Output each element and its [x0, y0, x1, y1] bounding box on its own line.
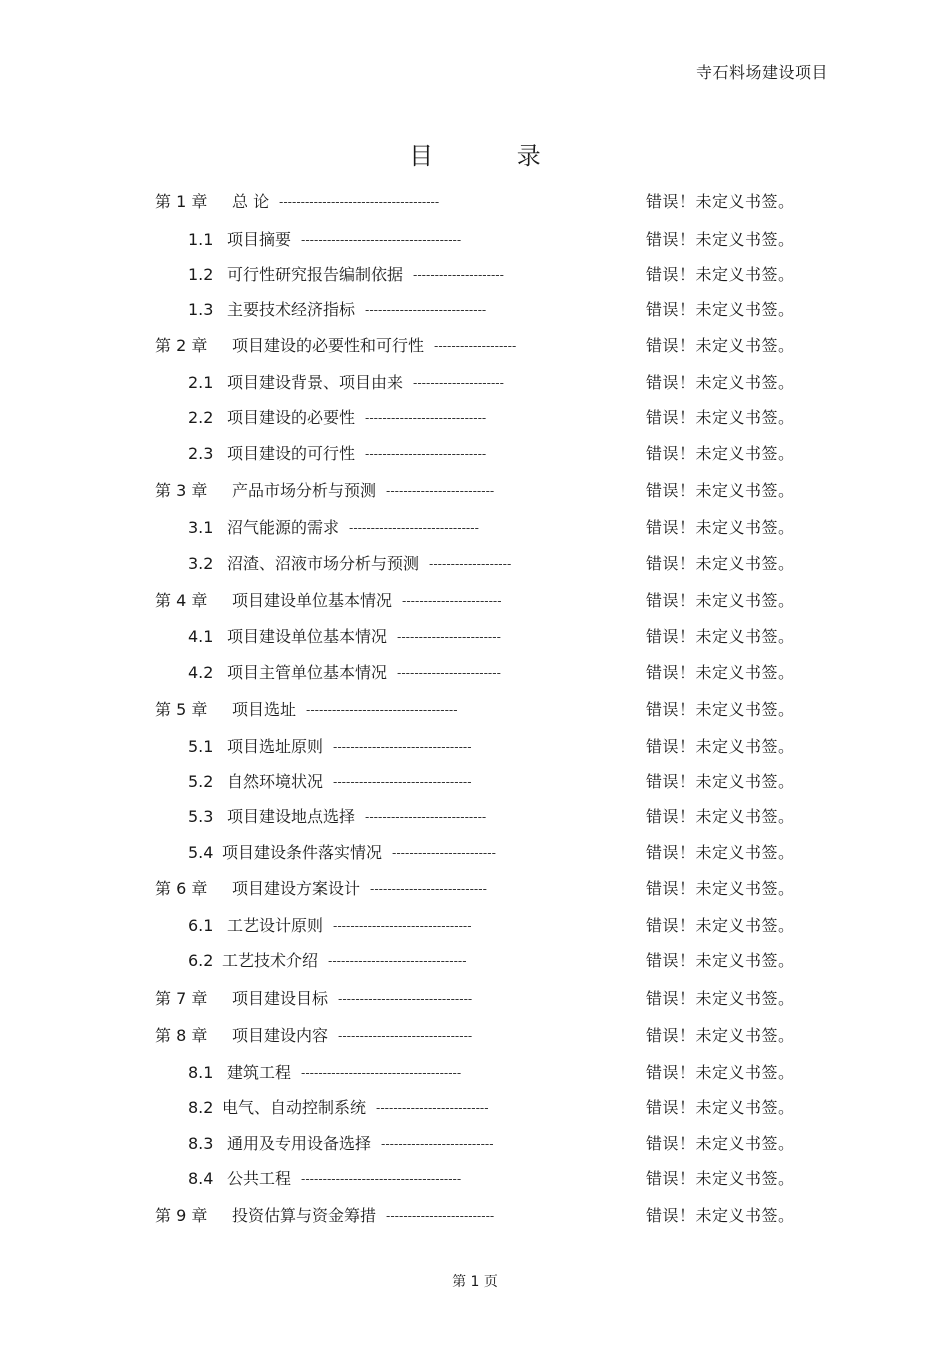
- toc-entry-number: 1.2: [188, 265, 214, 284]
- toc-entry-number: 第 3 章: [155, 481, 208, 500]
- toc-entry-number: 第 8 章: [155, 1026, 208, 1045]
- toc-entry-title: 可行性研究报告编制依据: [227, 265, 404, 284]
- toc-page-reference: 错误！未定义书签。: [646, 1134, 795, 1153]
- toc-dot-leader: --------------------------------: [333, 775, 472, 789]
- toc-page-reference: 错误！未定义书签。: [646, 951, 795, 970]
- toc-page-reference: 错误！未定义书签。: [646, 300, 795, 319]
- toc-page-reference: 错误！未定义书签。: [646, 518, 795, 537]
- toc-section-entry[interactable]: [0, 442, 950, 466]
- toc-entry-number: 第 7 章: [155, 989, 208, 1008]
- toc-dot-leader: --------------------------------: [328, 954, 467, 968]
- toc-entry-number: 第 2 章: [155, 336, 208, 355]
- toc-entry-number: 第 9 章: [155, 1206, 208, 1225]
- toc-entry-number: 6.2: [188, 951, 214, 970]
- toc-dot-leader: -----------------------: [402, 594, 502, 608]
- toc-page-reference: 错误！未定义书签。: [646, 481, 795, 500]
- toc-page-reference: 错误！未定义书签。: [646, 1169, 795, 1188]
- toc-dot-leader: --------------------------: [376, 1101, 489, 1115]
- toc-entry-number: 8.1: [188, 1063, 214, 1082]
- toc-dot-leader: ---------------------: [413, 376, 504, 390]
- document-header-title: 寺石料场建设项目: [695, 63, 828, 82]
- toc-chapter-entry[interactable]: [0, 1024, 950, 1048]
- toc-entry-number: 2.1: [188, 373, 214, 392]
- toc-page-reference: 错误！未定义书签。: [646, 444, 795, 463]
- toc-dot-leader: -------------------------------------: [301, 1066, 462, 1080]
- toc-page-reference: 错误！未定义书签。: [646, 192, 795, 211]
- toc-entry-number: 3.1: [188, 518, 214, 537]
- toc-dot-leader: ------------------------: [397, 666, 501, 680]
- toc-page-reference: 错误！未定义书签。: [646, 591, 795, 610]
- toc-entry-number: 第 1 章: [155, 192, 208, 211]
- toc-page-reference: 错误！未定义书签。: [646, 989, 795, 1008]
- toc-page-reference: 错误！未定义书签。: [646, 627, 795, 646]
- toc-entry-number: 5.3: [188, 807, 214, 826]
- toc-dot-leader: -------------------------------: [338, 992, 473, 1006]
- toc-section-entry[interactable]: [0, 735, 950, 759]
- toc-dot-leader: -------------------: [434, 339, 517, 353]
- toc-section-entry[interactable]: [0, 552, 950, 576]
- toc-page-reference: 错误！未定义书签。: [646, 373, 795, 392]
- toc-section-entry[interactable]: [0, 805, 950, 829]
- toc-page-reference: 错误！未定义书签。: [646, 916, 795, 935]
- toc-dot-leader: --------------------------: [381, 1137, 494, 1151]
- toc-section-entry[interactable]: [0, 949, 950, 973]
- toc-section-entry[interactable]: [0, 841, 950, 865]
- toc-section-entry[interactable]: [0, 228, 950, 252]
- toc-entry-title: 项目建设单位基本情况: [227, 627, 388, 646]
- toc-section-entry[interactable]: [0, 1167, 950, 1191]
- toc-section-entry[interactable]: [0, 770, 950, 794]
- toc-entry-number: 1.3: [188, 300, 214, 319]
- toc-page-reference: 错误！未定义书签。: [646, 1063, 795, 1082]
- toc-entry-title: 投资估算与资金筹措: [232, 1206, 377, 1225]
- toc-entry-title: 工艺技术介绍: [222, 951, 319, 970]
- toc-dot-leader: ----------------------------: [365, 303, 487, 317]
- toc-entry-number: 2.3: [188, 444, 214, 463]
- toc-page-reference: 错误！未定义书签。: [646, 737, 795, 756]
- toc-entry-number: 第 6 章: [155, 879, 208, 898]
- toc-dot-leader: -------------------------: [386, 1209, 495, 1223]
- toc-page-reference: 错误！未定义书签。: [646, 1098, 795, 1117]
- toc-dot-leader: ----------------------------: [365, 447, 487, 461]
- toc-entry-title: 电气、自动控制系统: [222, 1098, 367, 1117]
- toc-entry-title: 建筑工程: [227, 1063, 292, 1082]
- toc-entry-title: 通用及专用设备选择: [227, 1134, 372, 1153]
- toc-chapter-entry[interactable]: [0, 190, 950, 214]
- toc-page-reference: 错误！未定义书签。: [646, 408, 795, 427]
- toc-section-entry[interactable]: [0, 661, 950, 685]
- toc-section-entry[interactable]: [0, 406, 950, 430]
- toc-dot-leader: -------------------------: [386, 484, 495, 498]
- toc-entry-title: 沼气能源的需求: [227, 518, 340, 537]
- toc-entry-title: 项目建设单位基本情况: [232, 591, 393, 610]
- toc-section-entry[interactable]: [0, 1061, 950, 1085]
- toc-entry-title: 项目建设背景、项目由来: [227, 373, 404, 392]
- toc-entry-number: 8.4: [188, 1169, 214, 1188]
- toc-entry-number: 2.2: [188, 408, 214, 427]
- toc-dot-leader: -------------------: [429, 557, 512, 571]
- toc-section-entry[interactable]: [0, 1096, 950, 1120]
- toc-entry-title: 项目建设的可行性: [227, 444, 356, 463]
- toc-entry-number: 1.1: [188, 230, 214, 249]
- toc-dot-leader: ------------------------------: [349, 521, 479, 535]
- toc-entry-number: 5.1: [188, 737, 214, 756]
- toc-dot-leader: --------------------------------: [333, 919, 472, 933]
- toc-entry-number: 6.1: [188, 916, 214, 935]
- toc-dot-leader: ------------------------: [392, 846, 496, 860]
- toc-entry-title: 主要技术经济指标: [227, 300, 356, 319]
- toc-entry-number: 8.2: [188, 1098, 214, 1117]
- toc-page-reference: 错误！未定义书签。: [646, 1206, 795, 1225]
- toc-chapter-entry[interactable]: [0, 589, 950, 613]
- toc-dot-leader: ----------------------------: [365, 810, 487, 824]
- toc-chapter-entry[interactable]: [0, 877, 950, 901]
- toc-entry-title: 沼渣、沼液市场分析与预测: [227, 554, 420, 573]
- toc-entry-title: 项目建设方案设计: [232, 879, 361, 898]
- toc-page-reference: 错误！未定义书签。: [646, 230, 795, 249]
- toc-dot-leader: ----------------------------: [365, 411, 487, 425]
- toc-entry-title: 项目建设条件落实情况: [222, 843, 383, 862]
- toc-heading: 目 录: [409, 142, 579, 170]
- toc-page-reference: 错误！未定义书签。: [646, 700, 795, 719]
- toc-chapter-entry[interactable]: [0, 334, 950, 358]
- toc-entry-title: 总 论: [232, 192, 270, 211]
- toc-section-entry[interactable]: [0, 371, 950, 395]
- toc-section-entry[interactable]: [0, 298, 950, 322]
- toc-chapter-entry[interactable]: [0, 987, 950, 1011]
- toc-section-entry[interactable]: [0, 263, 950, 287]
- toc-page-reference: 错误！未定义书签。: [646, 772, 795, 791]
- toc-entry-title: 项目建设内容: [232, 1026, 329, 1045]
- toc-page-reference: 错误！未定义书签。: [646, 336, 795, 355]
- toc-chapter-entry[interactable]: [0, 479, 950, 503]
- toc-section-entry[interactable]: [0, 516, 950, 540]
- toc-chapter-entry[interactable]: [0, 1204, 950, 1228]
- toc-dot-leader: -------------------------------------: [279, 195, 440, 209]
- toc-dot-leader: ------------------------: [397, 630, 501, 644]
- toc-entry-number: 5.4: [188, 843, 214, 862]
- toc-entry-number: 8.3: [188, 1134, 214, 1153]
- toc-entry-number: 4.1: [188, 627, 214, 646]
- toc-entry-title: 项目选址: [232, 700, 297, 719]
- toc-entry-title: 项目建设的必要性和可行性: [232, 336, 425, 355]
- page-number-footer: 第 1 页: [452, 1274, 498, 1290]
- toc-dot-leader: -----------------------------------: [306, 703, 458, 717]
- toc-entry-title: 项目建设地点选择: [227, 807, 356, 826]
- toc-dot-leader: ---------------------: [413, 268, 504, 282]
- toc-entry-title: 项目主管单位基本情况: [227, 663, 388, 682]
- toc-page-reference: 错误！未定义书签。: [646, 879, 795, 898]
- toc-section-entry[interactable]: [0, 914, 950, 938]
- toc-page-reference: 错误！未定义书签。: [646, 843, 795, 862]
- toc-entry-number: 第 4 章: [155, 591, 208, 610]
- toc-dot-leader: --------------------------------: [333, 740, 472, 754]
- toc-dot-leader: ---------------------------: [370, 882, 487, 896]
- toc-entry-title: 产品市场分析与预测: [232, 481, 377, 500]
- toc-chapter-entry[interactable]: [0, 698, 950, 722]
- toc-dot-leader: -------------------------------------: [301, 233, 462, 247]
- toc-entry-title: 项目建设的必要性: [227, 408, 356, 427]
- toc-entry-number: 5.2: [188, 772, 214, 791]
- toc-page-reference: 错误！未定义书签。: [646, 265, 795, 284]
- toc-section-entry[interactable]: [0, 625, 950, 649]
- toc-entry-title: 项目选址原则: [227, 737, 324, 756]
- toc-page-reference: 错误！未定义书签。: [646, 663, 795, 682]
- toc-entry-title: 自然环境状况: [227, 772, 324, 791]
- toc-entry-number: 3.2: [188, 554, 214, 573]
- toc-page-reference: 错误！未定义书签。: [646, 1026, 795, 1045]
- toc-page-reference: 错误！未定义书签。: [646, 807, 795, 826]
- toc-entry-title: 公共工程: [227, 1169, 292, 1188]
- toc-entry-title: 项目摘要: [227, 230, 292, 249]
- toc-entry-number: 第 5 章: [155, 700, 208, 719]
- toc-entry-number: 4.2: [188, 663, 214, 682]
- toc-entry-title: 工艺设计原则: [227, 916, 324, 935]
- toc-dot-leader: -------------------------------------: [301, 1172, 462, 1186]
- toc-page-reference: 错误！未定义书签。: [646, 554, 795, 573]
- toc-section-entry[interactable]: [0, 1132, 950, 1156]
- toc-dot-leader: -------------------------------: [338, 1029, 473, 1043]
- toc-entry-title: 项目建设目标: [232, 989, 329, 1008]
